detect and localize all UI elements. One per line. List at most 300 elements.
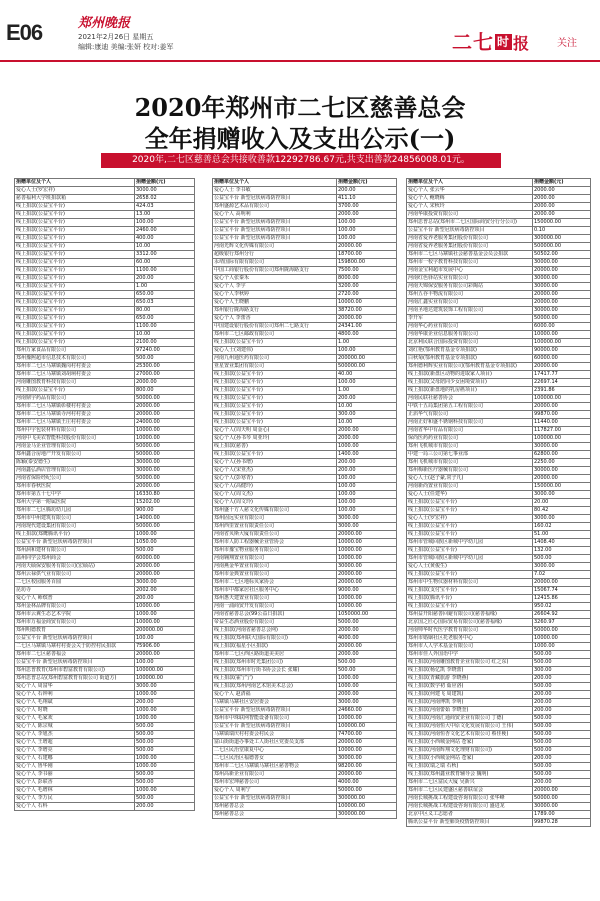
amount-cell: 90000.00	[533, 347, 591, 355]
table-row	[213, 259, 397, 267]
amount-cell: 30000.00	[533, 275, 591, 283]
donor-cell: 河南省爱养老服务集团股份有限公司	[407, 243, 533, 251]
table-row	[407, 219, 591, 227]
table-row	[15, 667, 195, 675]
amount-cell: 500.00	[533, 715, 591, 723]
amount-cell: 2000.00	[533, 211, 591, 219]
amount-cell: 3000.00	[135, 187, 195, 195]
table-row	[15, 555, 195, 563]
amount-cell: 10000.00	[337, 539, 397, 547]
table-row	[407, 187, 591, 195]
donor-cell: 公益宝平台 新型冠状病毒防控项目	[213, 707, 337, 715]
donor-cell: 线上捐款(公益宝平台)	[15, 267, 135, 275]
table-row	[15, 371, 195, 379]
donor-cell: 河南金宝利超市发展中心	[407, 267, 533, 275]
donor-cell: 爱心个人 王增超	[15, 739, 135, 747]
amount-cell: 300.00	[533, 667, 591, 675]
table-row	[213, 219, 397, 227]
amount-cell: 3000.00	[337, 699, 397, 707]
donor-cell: 线上捐款(杨亿凯 李晓蕾)	[407, 667, 533, 675]
donor-cell: 爱心个人(孙书琴 周亚玲)	[213, 435, 337, 443]
table-row	[407, 403, 591, 411]
donation-column-1	[14, 178, 195, 811]
donor-cell: 爱心个人(周天明 周金心)	[213, 427, 337, 435]
amount-cell: 200000.00	[337, 355, 397, 363]
donor-cell: 线上捐款(公益宝平台)	[15, 211, 135, 219]
donor-cell: 爱心个人 彭联香	[15, 779, 135, 787]
donor-cell: 郑州市二七区腾坊幼儿园	[15, 507, 135, 515]
amount-cell: 30000.00	[337, 563, 397, 571]
amount-cell: 10000.00	[337, 747, 397, 755]
table-row	[213, 571, 397, 579]
table-row	[15, 755, 195, 763]
table-row	[407, 275, 591, 283]
article-title-line2: 全年捐赠收入及支出公示(一)	[144, 124, 456, 153]
table-row	[407, 803, 591, 811]
table-row	[407, 507, 591, 515]
amount-cell: 200.00	[533, 699, 591, 707]
amount-cell: 424.03	[135, 203, 195, 211]
table-row	[15, 803, 195, 811]
article-title-line1: 2020年郑州市二七区慈善总会	[134, 93, 466, 122]
table-row	[407, 419, 591, 427]
donor-cell: 白秋菊(鄂州教育基金专项捐款)	[407, 355, 533, 363]
amount-cell: 800.00	[135, 387, 195, 395]
table-row	[15, 427, 195, 435]
donor-cell: 爱心个人 李书丽	[15, 771, 135, 779]
amount-cell: 20000.00	[337, 579, 397, 587]
donor-cell: 郑州市二七区马寨镇魏岗村村委会	[15, 363, 135, 371]
amount-cell: 200.00	[533, 675, 591, 683]
amount-cell: 500.00	[533, 763, 591, 771]
table-row	[213, 635, 397, 643]
table-row	[15, 299, 195, 307]
donor-cell: 河南华心药业有限公司	[407, 323, 533, 331]
table-row	[407, 299, 591, 307]
donor-cell: 郑州市云翼生态艺术学院	[15, 611, 135, 619]
donor-cell: 爱心个人 高明利	[213, 211, 337, 219]
donor-cell: 爱心个人 李旭杰	[15, 731, 135, 739]
donor-cell: 慈善福利大学班捐款箱	[15, 195, 135, 203]
donor-cell: 线上捐款(新盘区动物的进取家人项目)	[407, 371, 533, 379]
amount-cell: 38720.00	[337, 307, 397, 315]
amount-cell: 2000.00	[533, 203, 591, 211]
table-row	[213, 403, 397, 411]
amount-cell: 300000.00	[337, 795, 397, 803]
table-row	[407, 435, 591, 443]
table-row	[213, 475, 397, 483]
amount-cell: 3312.00	[135, 251, 195, 259]
table-row	[213, 715, 397, 723]
amount-cell: 20000.00	[533, 291, 591, 299]
donor-cell: 线上捐款(小西城金网站 苍家)	[407, 755, 533, 763]
amount-cell: 24341.00	[337, 323, 397, 331]
donor-cell: 河南圣地达建筑装饰工程有限公司	[407, 307, 533, 315]
amount-cell: 15067.74	[533, 587, 591, 595]
table-row	[407, 467, 591, 475]
donor-cell: 北京中区义工志愿者	[407, 811, 533, 819]
amount-cell: 650.00	[135, 315, 195, 323]
donor-cell: 超级银行郑州分行	[213, 251, 337, 259]
donor-cell: 线上捐款(河南恒杏文化艺术有限公司 蔡佳梗)	[407, 731, 533, 739]
amount-cell: 159800.00	[337, 259, 397, 267]
donor-cell: 爱心个人 毛家欢	[15, 715, 135, 723]
table-row	[213, 291, 397, 299]
amount-cell: 650.03	[135, 299, 195, 307]
table-row	[15, 563, 195, 571]
amount-cell: 200.00	[337, 187, 397, 195]
donor-cell: 线上捐款(支付宝平台)	[407, 587, 533, 595]
amount-cell: 20000.00	[135, 411, 195, 419]
amount-cell: 1000.00	[337, 675, 397, 683]
donation-table-1	[14, 178, 195, 811]
donor-cell: 爱心个人 赵清福	[213, 691, 337, 699]
amount-cell: 500.00	[533, 659, 591, 667]
table-row	[15, 603, 195, 611]
table-row	[15, 451, 195, 459]
donor-cell: 郑州大学第一附属医院	[15, 499, 135, 507]
amount-cell: 1000.00	[135, 763, 195, 771]
donor-cell: 河南正好和盛不锈钢科技有限公司	[407, 419, 533, 427]
donor-cell: 线上捐款(公益宝平台)	[15, 307, 135, 315]
table-row	[213, 467, 397, 475]
donor-cell: 中建一局三公司第七事业部	[407, 451, 533, 459]
donor-cell: 线上捐款(公益宝平台)	[407, 507, 533, 515]
table-row	[407, 611, 591, 619]
amount-cell: 3000.00	[533, 563, 591, 571]
donor-cell: 线上捐款(公益宝平台)	[15, 259, 135, 267]
donor-cell: 郑州固远实业有限公司	[213, 515, 337, 523]
donor-cell: 郑州明德教育	[15, 627, 135, 635]
donor-cell: 爱心人士 李书敏	[213, 187, 337, 195]
donor-cell: 线上捐款(公益宝平台)	[213, 387, 337, 395]
amount-cell: 30000.00	[533, 443, 591, 451]
section-brand-part2: 报	[513, 34, 531, 53]
table-row	[407, 339, 591, 347]
table-row	[15, 731, 195, 739]
amount-cell: 200.00	[135, 595, 195, 603]
donor-cell: 河南中飞美农智能科技股份有限公司	[15, 435, 135, 443]
donor-cell: 河南鑫弘酒店管理有限公司	[15, 467, 135, 475]
amount-cell: 7500.00	[337, 267, 397, 275]
table-row	[15, 443, 195, 451]
amount-cell: 10000.00	[135, 603, 195, 611]
amount-cell: 1000.00	[135, 787, 195, 795]
table-row	[407, 227, 591, 235]
amount-cell: 30000.00	[533, 259, 591, 267]
table-row	[407, 211, 591, 219]
amount-cell: 62800.00	[533, 451, 591, 459]
amount-cell: 10000.00	[533, 331, 591, 339]
amount-cell: 2460.00	[135, 227, 195, 235]
donor-cell: 郑州慈善总会	[213, 803, 337, 811]
amount-cell: 30000.00	[533, 467, 591, 475]
table-row	[407, 411, 591, 419]
donor-cell: 线上捐款(公益宝平台)	[15, 291, 135, 299]
donor-cell: 线上捐款(河南恒大中原文化发展有限公司 王伟)	[407, 723, 533, 731]
amount-cell: 1000.00	[135, 691, 195, 699]
amount-cell: 500.00	[135, 355, 195, 363]
amount-cell: 60000.00	[135, 555, 195, 563]
donor-cell: 线上捐款(何建飞 周建凯)	[407, 691, 533, 699]
donor-cell: 爱心个人 李宇	[213, 283, 337, 291]
donor-cell: 河南长城挑战工程建设咨询有限公司 张华峰	[407, 795, 533, 803]
donor-cell: 线上捐款(父母陪同少女困境资项目)	[407, 379, 533, 387]
donor-cell: 郑州飞机城市有限公司	[407, 459, 533, 467]
donor-cell: 郑州银行陇海路支行	[213, 307, 337, 315]
table-row	[213, 627, 397, 635]
table-row	[15, 275, 195, 283]
table-row	[15, 203, 195, 211]
donor-cell: 线上捐款(公益宝平台)	[15, 219, 135, 227]
header-amount: 捐赠金额(元)	[135, 179, 195, 187]
donor-cell: 马寨镇瑞庆村村委会村民会	[213, 731, 337, 739]
table-row	[407, 499, 591, 507]
summary-banner: 2020年,二七区慈善总会共接收善款12292786.67元,共支出善款24856008.01元。	[101, 153, 501, 168]
table-row	[213, 483, 397, 491]
amount-cell: 6000.00	[533, 323, 591, 331]
donor-cell: 线上捐款(公益宝平台)	[213, 403, 337, 411]
table-row	[213, 195, 397, 203]
amount-cell: 50000.00	[135, 523, 195, 531]
table-row	[213, 387, 397, 395]
table-row	[213, 347, 397, 355]
newspaper-logo: 郑州晚报	[78, 16, 131, 31]
donor-cell: 郑州思普总站(郑州市二七区国际商贸分行分公司)	[407, 219, 533, 227]
amount-cell: 100.00	[337, 235, 397, 243]
donor-cell: 郑州市中生物仪器材料有限公司	[407, 579, 533, 587]
amount-cell: 40.00	[337, 371, 397, 379]
table-row	[407, 387, 591, 395]
table-row	[15, 219, 195, 227]
amount-cell: 900.00	[135, 507, 195, 515]
donor-cell: 线上捐款(慈善)	[213, 443, 337, 451]
amount-cell: 4000.00	[337, 779, 397, 787]
donor-cell: 河南九州通医药有限公司	[213, 355, 337, 363]
table-row	[213, 699, 397, 707]
table-row	[213, 203, 397, 211]
amount-cell: 200.00	[533, 755, 591, 763]
donor-cell: 二七区马寨镇马寨村村委会关于防控村民捐款	[15, 643, 135, 651]
donor-cell: 河南金马企业管理有限公司	[15, 443, 135, 451]
donor-cell: 线上捐款(小西城金网站 苍家)	[407, 739, 533, 747]
donor-cell: 线上捐款(河南辉翔文化理财有限公司)	[407, 747, 533, 755]
amount-cell: 13.00	[135, 211, 195, 219]
amount-cell: 60000.00	[533, 355, 591, 363]
amount-cell: 500.00	[135, 739, 195, 747]
table-row	[15, 411, 195, 419]
donor-cell: 郑州五谷丰物流有限公司	[407, 291, 533, 299]
donor-cell: 公益宝平台 新型冠状病毒防控项目	[213, 227, 337, 235]
donor-cell: 爱心个人(周文杰)	[213, 491, 337, 499]
amount-cell: 500.00	[533, 771, 591, 779]
table-row	[407, 323, 591, 331]
amount-cell: 10.00	[337, 403, 397, 411]
table-row	[15, 771, 195, 779]
amount-cell: 20000.00	[135, 483, 195, 491]
amount-cell: 500.00	[135, 771, 195, 779]
table-row	[213, 547, 397, 555]
donor-cell: 线上捐款(瑞之瑞 石秋)	[407, 763, 533, 771]
donor-cell: 线上捐款(公益宝平台)	[15, 387, 135, 395]
amount-cell: 100000.00	[337, 803, 397, 811]
amount-cell: 3000.00	[533, 515, 591, 523]
amount-cell: 3000.00	[337, 523, 397, 531]
table-row	[407, 747, 591, 755]
donor-cell: 公益宝平台 新型冠状病毒防控项目	[213, 219, 337, 227]
amount-cell: 2000.00	[533, 187, 591, 195]
amount-cell: 2000.00	[337, 691, 397, 699]
amount-cell: 10000.00	[337, 299, 397, 307]
amount-cell: 3000.00	[135, 579, 195, 587]
amount-cell: 300000.00	[337, 811, 397, 819]
table-row	[15, 355, 195, 363]
amount-cell: 2658.02	[135, 195, 195, 203]
amount-cell: 20000.00	[135, 571, 195, 579]
amount-cell: 100.00	[135, 635, 195, 643]
donor-cell: 线上捐款(公益宝平台)	[213, 411, 337, 419]
donor-cell: 河南华康投资有限公司	[407, 211, 533, 219]
donor-cell: 爱心个人(孙书增)	[213, 459, 337, 467]
amount-cell: 50502.00	[533, 251, 591, 259]
donor-cell: 郑州市中都家居社区服务中心	[213, 587, 337, 595]
amount-cell: 1100.00	[135, 323, 195, 331]
donor-cell: 富山街街道办事处工人街社区党委员支部	[213, 739, 337, 747]
table-row	[213, 243, 397, 251]
table-row	[213, 187, 397, 195]
table-row	[213, 587, 397, 595]
table-row	[15, 723, 195, 731]
donor-cell: 北京利民联合国际投资有限公司	[407, 339, 533, 347]
donor-cell: 郑州鑫合房地产开发有限公司	[15, 451, 135, 459]
table-row	[407, 283, 591, 291]
amount-cell: 3260.97	[533, 619, 591, 627]
table-row	[15, 227, 195, 235]
amount-cell: 50000.00	[533, 315, 591, 323]
table-row	[15, 307, 195, 315]
donor-cell: 中国建设银行股份有限公司郑州二七路支行	[213, 323, 337, 331]
table-row	[213, 619, 397, 627]
table-row	[407, 691, 591, 699]
donor-cell: 线上捐款(郑鹰腾讯平台)	[15, 531, 135, 539]
donor-cell: 公益宝平台 新型冠状病毒防控项目	[15, 659, 135, 667]
amount-cell: 10.00	[337, 419, 397, 427]
donor-cell: 郑州市二七区邮政有限公司	[213, 331, 337, 339]
table-row	[407, 363, 591, 371]
donor-cell: 爱心人士(赵子豪,常子凡)	[407, 475, 533, 483]
table-row	[213, 755, 397, 763]
table-row	[407, 475, 591, 483]
table-row	[407, 571, 591, 579]
header-donor: 捐赠单位及个人	[15, 179, 135, 187]
table-row	[407, 539, 591, 547]
table-row	[213, 779, 397, 787]
table-row	[15, 315, 195, 323]
amount-cell: 100000.00	[533, 339, 591, 347]
amount-cell: 1050.00	[135, 539, 195, 547]
donor-cell: 郑州市佳人外国语中学	[407, 651, 533, 659]
table-row	[407, 459, 591, 467]
donor-cell: 公益宝平台 新型冠状病毒防控项目	[407, 227, 533, 235]
donor-cell: 河南汇鑫实业有限公司	[407, 299, 533, 307]
donor-cell: 河南省华中有品有限公司	[407, 427, 533, 435]
amount-cell: 150000.00	[533, 483, 591, 491]
donor-cell: 二七区校园服务百圆	[15, 579, 135, 587]
donor-cell: 郑州市婚姻社区托老服务中心	[407, 635, 533, 643]
table-row	[407, 443, 591, 451]
table-row	[15, 395, 195, 403]
donor-cell: 河南帅华时代医学教育有限公司	[407, 627, 533, 635]
table-row	[15, 643, 195, 651]
table-row	[213, 251, 397, 259]
table-row	[407, 763, 591, 771]
donor-cell: 线上捐款(公益宝平台)	[407, 531, 533, 539]
table-row	[15, 323, 195, 331]
donor-cell: 郑州市中珠联网智能设备有限公司	[213, 715, 337, 723]
donor-cell: 线上捐款(公益宝平台)	[15, 339, 135, 347]
table-row	[15, 475, 195, 483]
amount-cell: 50000.00	[533, 795, 591, 803]
amount-cell: 2391.86	[533, 387, 591, 395]
table-row	[15, 507, 195, 515]
amount-cell: 2100.00	[135, 339, 195, 347]
amount-cell: 100.00	[337, 483, 397, 491]
donor-cell: 郑州市豫宝物业服务有限公司	[213, 547, 337, 555]
table-row	[15, 339, 195, 347]
table-row	[15, 707, 195, 715]
amount-cell: 1000.00	[337, 683, 397, 691]
table-row	[407, 427, 591, 435]
donor-cell: 线上捐款(福星小区捐款)	[213, 643, 337, 651]
donor-cell: 二七区民治区福德善女	[213, 755, 337, 763]
amount-cell: 16330.80	[135, 491, 195, 499]
table-header-row	[213, 179, 397, 187]
table-row	[15, 435, 195, 443]
page-number: E06	[6, 20, 43, 45]
donor-cell: 线上捐款(河南省慈善总会网)	[213, 627, 337, 635]
donor-cell: 线上捐款(公益宝平台)	[407, 547, 533, 555]
donor-cell: 郑州市二七区马寨镇社会慈善基金会员会捐款	[407, 251, 533, 259]
donor-cell: 线上捐款(公益宝平台)	[213, 395, 337, 403]
table-row	[15, 347, 195, 355]
table-row	[407, 251, 591, 259]
table-row	[213, 443, 397, 451]
donor-cell: 昆坊寺	[15, 587, 135, 595]
donor-cell: 郑州市二七区马寨镇马寨社区慈善物会	[213, 763, 337, 771]
amount-cell: 22697.14	[533, 379, 591, 387]
section-brand-box: 时	[497, 35, 511, 49]
dateline: 2021年2月26日 星期五	[78, 33, 154, 41]
donor-cell: 线上捐款(公益宝平台)	[15, 323, 135, 331]
donor-cell: 爱心个人(高健玲)	[213, 483, 337, 491]
donor-cell: 线上捐款(公益宝平台)	[213, 371, 337, 379]
amount-cell: 650.00	[135, 291, 195, 299]
table-row	[407, 635, 591, 643]
amount-cell: 100.00	[337, 219, 397, 227]
table-row	[407, 371, 591, 379]
amount-cell: 1408.40	[533, 539, 591, 547]
donor-cell: 线上捐款(公益宝平台)	[213, 339, 337, 347]
table-row	[407, 307, 591, 315]
table-header-row	[15, 179, 195, 187]
amount-cell: 75906.00	[135, 643, 195, 651]
amount-cell: 3000.00	[135, 683, 195, 691]
table-row	[15, 243, 195, 251]
donor-cell: 郑州市二七区富民大厦 吴新兴	[407, 779, 533, 787]
section-brand	[452, 26, 530, 55]
table-row	[213, 771, 397, 779]
donor-cell: 郑州市二七区马寨镇刘胡垌村委会	[15, 371, 135, 379]
